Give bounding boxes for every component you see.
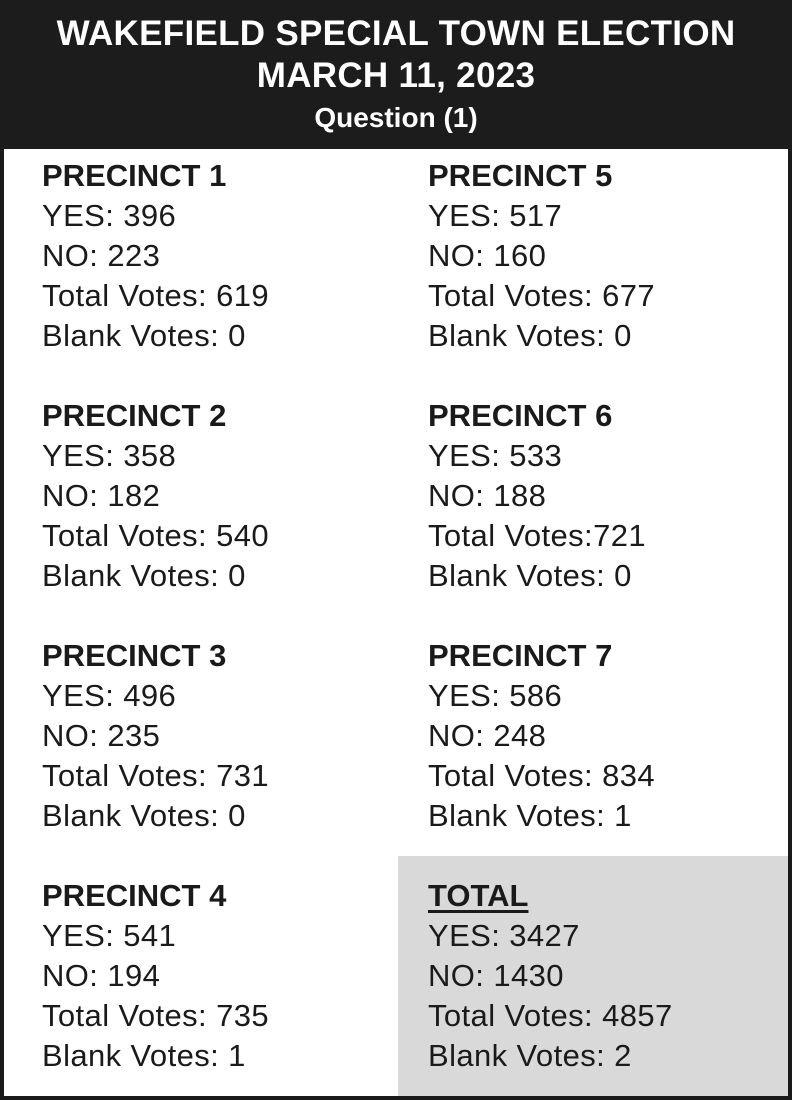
precinct-1-block — [42, 156, 402, 356]
no-count: NO: 182 — [42, 478, 161, 513]
yes-count: YES: 586 — [428, 678, 563, 713]
yes-count: YES: 358 — [42, 438, 177, 473]
no-count: NO: 223 — [42, 238, 161, 273]
precinct-title: PRECINCT 4 — [42, 878, 227, 913]
total-blank-votes: Blank Votes: 2 — [428, 1038, 632, 1073]
total-votes: Total Votes:721 — [428, 518, 646, 553]
precinct-title: PRECINCT 5 — [428, 158, 613, 193]
results-header — [0, 0, 792, 149]
yes-count: YES: 396 — [42, 198, 177, 233]
total-votes: Total Votes: 677 — [428, 278, 656, 313]
total-title: TOTAL — [428, 878, 529, 913]
blank-votes: Blank Votes: 0 — [42, 558, 246, 593]
precinct-title: PRECINCT 2 — [42, 398, 227, 433]
no-count: NO: 188 — [428, 478, 547, 513]
total-votes: Total Votes: 731 — [42, 758, 270, 793]
no-count: NO: 235 — [42, 718, 161, 753]
precinct-7-block — [428, 636, 788, 836]
precinct-5-block — [428, 156, 788, 356]
precinct-title: PRECINCT 3 — [42, 638, 227, 673]
blank-votes: Blank Votes: 1 — [42, 1038, 246, 1073]
no-count: NO: 194 — [42, 958, 161, 993]
precinct-2-block — [42, 396, 402, 596]
blank-votes: Blank Votes: 0 — [428, 558, 632, 593]
total-votes: Total Votes: 735 — [42, 998, 270, 1033]
total-votes: Total Votes: 834 — [428, 758, 656, 793]
election-date: MARCH 11, 2023 — [256, 56, 536, 95]
precinct-title: PRECINCT 6 — [428, 398, 613, 433]
total-yes-count: YES: 3427 — [428, 918, 580, 953]
no-count: NO: 248 — [428, 718, 547, 753]
precinct-6-block — [428, 396, 788, 596]
blank-votes: Blank Votes: 0 — [42, 318, 246, 353]
yes-count: YES: 533 — [428, 438, 563, 473]
total-total-votes: Total Votes: 4857 — [428, 998, 673, 1033]
total-votes: Total Votes: 619 — [42, 278, 270, 313]
yes-count: YES: 517 — [428, 198, 563, 233]
blank-votes: Blank Votes: 1 — [428, 798, 632, 833]
question-label: Question (1) — [314, 102, 478, 133]
blank-votes: Blank Votes: 0 — [42, 798, 246, 833]
election-title: WAKEFIELD SPECIAL TOWN ELECTION — [56, 14, 736, 53]
total-no-count: NO: 1430 — [428, 958, 564, 993]
precinct-title: PRECINCT 1 — [42, 158, 227, 193]
precinct-3-block — [42, 636, 402, 836]
total-block — [428, 876, 788, 1076]
total-votes: Total Votes: 540 — [42, 518, 270, 553]
blank-votes: Blank Votes: 0 — [428, 318, 632, 353]
yes-count: YES: 541 — [42, 918, 177, 953]
yes-count: YES: 496 — [42, 678, 177, 713]
no-count: NO: 160 — [428, 238, 547, 273]
precinct-title: PRECINCT 7 — [428, 638, 613, 673]
precinct-4-block — [42, 876, 402, 1076]
